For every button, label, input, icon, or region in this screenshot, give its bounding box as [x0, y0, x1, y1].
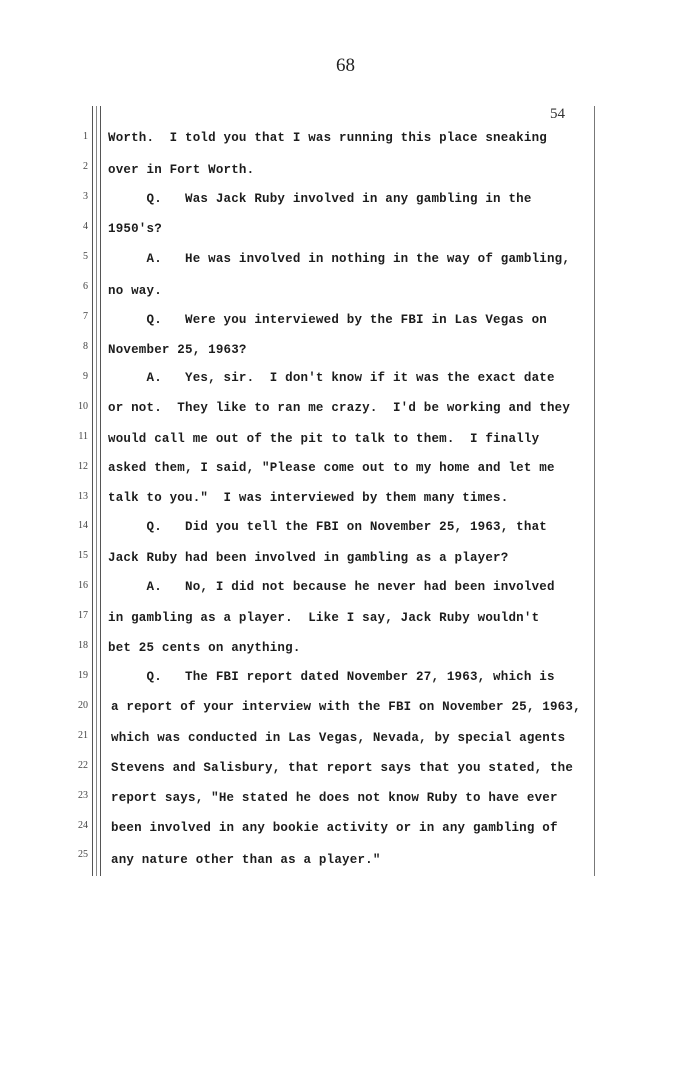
transcript-line: would call me out of the pit to talk to them. I finally — [108, 432, 540, 446]
transcript-line: Q. Was Jack Ruby involved in any gambling in the — [108, 192, 532, 206]
line-number: 13 — [78, 491, 88, 502]
line-number: 19 — [78, 670, 88, 681]
transcript-line: November 25, 1963? — [108, 343, 247, 357]
transcript-line: A. No, I did not because he never had been involved — [108, 580, 555, 594]
transcript-page-number: 54 — [550, 106, 565, 122]
transcript-line: Q. The FBI report dated November 27, 1963, which is — [108, 670, 555, 684]
line-number: 9 — [83, 371, 88, 382]
transcript-line: bet 25 cents on anything. — [108, 641, 301, 655]
transcript-line: report says, "He stated he does not know Ruby to have ever — [111, 791, 558, 805]
line-number: 10 — [78, 401, 88, 412]
left-margin-rule — [92, 106, 93, 876]
line-number: 21 — [78, 730, 88, 741]
transcript-line: been involved in any bookie activity or in any gambling of — [111, 821, 558, 835]
transcript-line: Q. Did you tell the FBI on November 25, 1963, that — [108, 520, 547, 534]
line-number: 22 — [78, 760, 88, 771]
transcript-line: over in Fort Worth. — [108, 163, 255, 177]
line-number: 17 — [78, 610, 88, 621]
line-number: 11 — [78, 431, 88, 442]
line-number: 5 — [83, 251, 88, 262]
line-number: 25 — [78, 849, 88, 860]
line-number: 18 — [78, 640, 88, 651]
transcript-line: talk to you." I was interviewed by them many times. — [108, 491, 509, 505]
line-number: 3 — [83, 191, 88, 202]
transcript-line: in gambling as a player. Like I say, Jack Ruby wouldn't — [108, 611, 540, 625]
line-number: 4 — [83, 221, 88, 232]
transcript-line: 1950's? — [108, 222, 162, 236]
line-number: 7 — [83, 311, 88, 322]
transcript-line: Stevens and Salisbury, that report says that you stated, the — [111, 761, 574, 775]
left-margin-rule — [100, 106, 101, 876]
line-number: 24 — [78, 820, 88, 831]
line-number: 15 — [78, 550, 88, 561]
line-number: 23 — [78, 790, 88, 801]
line-number: 1 — [83, 131, 88, 142]
transcript-line: Q. Were you interviewed by the FBI in Las Vegas on — [108, 313, 547, 327]
transcript-line: A. Yes, sir. I don't know if it was the exact date — [108, 371, 555, 385]
transcript-line: asked them, I said, "Please come out to my home and let me — [108, 461, 555, 475]
page-number: 68 — [336, 55, 355, 76]
transcript-line: A. He was involved in nothing in the way of gambling, — [108, 252, 571, 266]
transcript-line: a report of your interview with the FBI on November 25, 1963, — [111, 700, 581, 714]
line-number: 2 — [83, 161, 88, 172]
transcript-line: or not. They like to ran me crazy. I'd be working and they — [108, 401, 571, 415]
transcript-line: Worth. I told you that I was running this place sneaking — [108, 131, 547, 145]
transcript-line: which was conducted in Las Vegas, Nevada, by special agents — [111, 731, 566, 745]
line-number: 14 — [78, 520, 88, 531]
line-number: 6 — [83, 281, 88, 292]
transcript-line: any nature other than as a player." — [111, 853, 381, 867]
transcript-line: Jack Ruby had been involved in gambling as a player? — [108, 551, 509, 565]
line-number: 16 — [78, 580, 88, 591]
line-number: 12 — [78, 461, 88, 472]
right-margin-rule — [594, 106, 595, 876]
left-margin-rule — [96, 106, 97, 876]
line-number: 8 — [83, 341, 88, 352]
line-number: 20 — [78, 700, 88, 711]
transcript-line: no way. — [108, 284, 162, 298]
